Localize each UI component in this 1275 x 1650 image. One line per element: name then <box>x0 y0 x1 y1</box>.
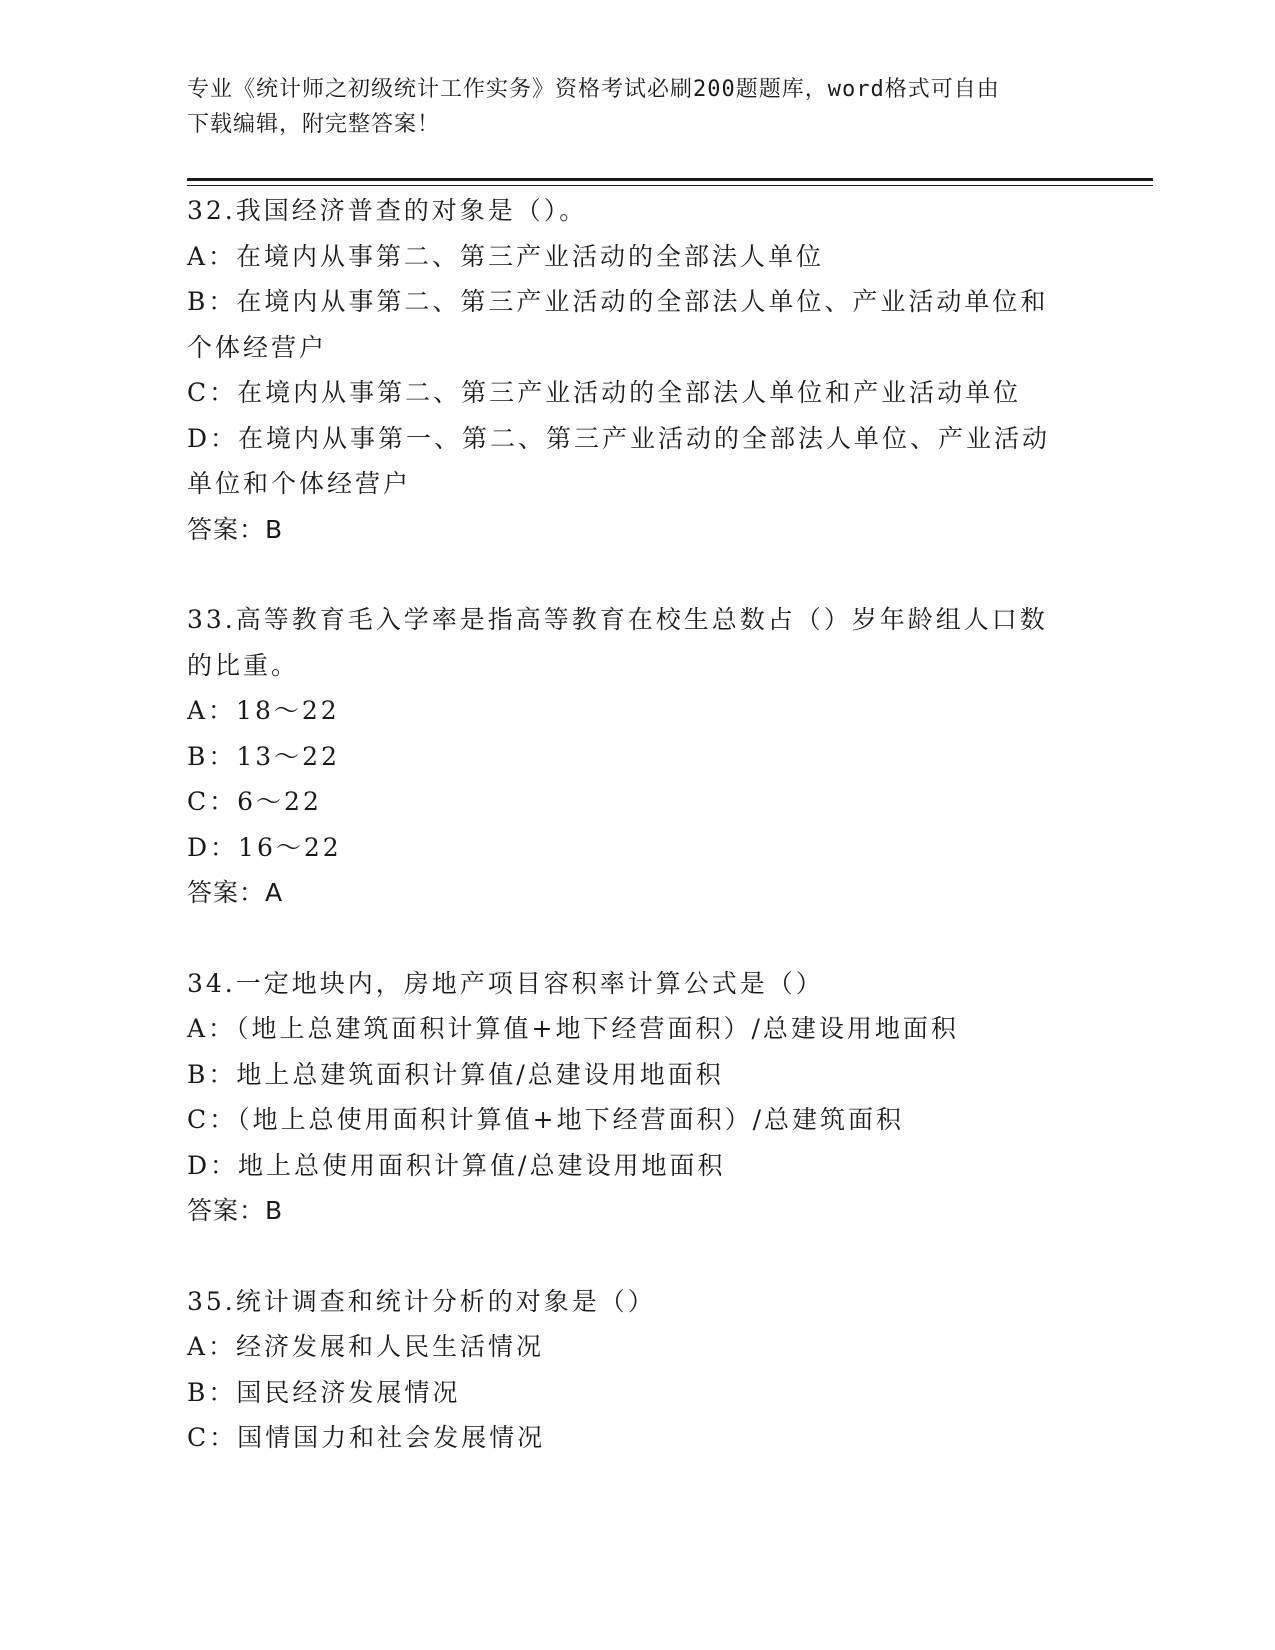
question-stem: 35.统计调查和统计分析的对象是（） <box>187 1286 656 1316</box>
answer-option: 单位和个体经营户 <box>187 469 412 498</box>
answer-option: D：16～22 <box>187 832 342 862</box>
answer-option: D：地上总使用面积计算值/总建设用地面积 <box>187 1150 726 1180</box>
answer-option: B：地上总建筑面积计算值/总建设用地面积 <box>187 1059 724 1089</box>
answer-option: B：在境内从事第二、第三产业活动的全部法人单位、产业活动单位和 <box>187 287 1049 316</box>
answer-option: A：18～22 <box>187 696 340 725</box>
answer-option: 个体经营户 <box>187 332 328 362</box>
header-line: 专业《统计师之初级统计工作实务》资格考试必刷200题题库，word格式可自由 <box>187 77 1000 102</box>
question-block <box>187 1279 1087 1461</box>
question-block <box>187 961 1087 1234</box>
answer-key: 答案：B <box>187 1196 284 1225</box>
question-block <box>187 597 1087 916</box>
header-divider-thick <box>187 178 1153 181</box>
answer-option: C：6～22 <box>187 787 322 816</box>
answer-option: C：国情国力和社会发展情况 <box>187 1423 546 1452</box>
answer-key: 答案：A <box>187 878 284 907</box>
answer-option: A：在境内从事第二、第三产业活动的全部法人单位 <box>187 241 825 271</box>
question-stem: 33.高等教育毛入学率是指高等教育在校生总数占（）岁年龄组人口数 <box>187 605 1048 634</box>
header-line: 下载编辑，附完整答案！ <box>187 112 441 137</box>
question-block <box>187 188 1087 552</box>
answer-option: C：（地上总使用面积计算值+地下经营面积）/总建筑面积 <box>187 1105 905 1134</box>
answer-option: A：（地上总建筑面积计算值+地下经营面积）/总建设用地面积 <box>187 1014 959 1043</box>
answer-option: B：国民经济发展情况 <box>187 1377 461 1407</box>
question-list <box>187 188 1087 1461</box>
header-divider-thin <box>187 185 1153 186</box>
answer-option: B：13～22 <box>187 741 340 771</box>
question-stem: 34.一定地块内，房地产项目容积率计算公式是（） <box>187 968 824 998</box>
answer-option: D：在境内从事第一、第二、第三产业活动的全部法人单位、产业活动 <box>187 423 1051 453</box>
answer-key: 答案：B <box>187 514 284 544</box>
answer-option: A：经济发展和人民生活情况 <box>187 1332 545 1361</box>
question-stem: 的比重。 <box>187 650 300 680</box>
question-stem: 32.我国经济普查的对象是（）。 <box>187 196 588 225</box>
answer-option: C：在境内从事第二、第三产业活动的全部法人单位和产业活动单位 <box>187 378 1022 407</box>
document-header <box>187 72 1067 142</box>
